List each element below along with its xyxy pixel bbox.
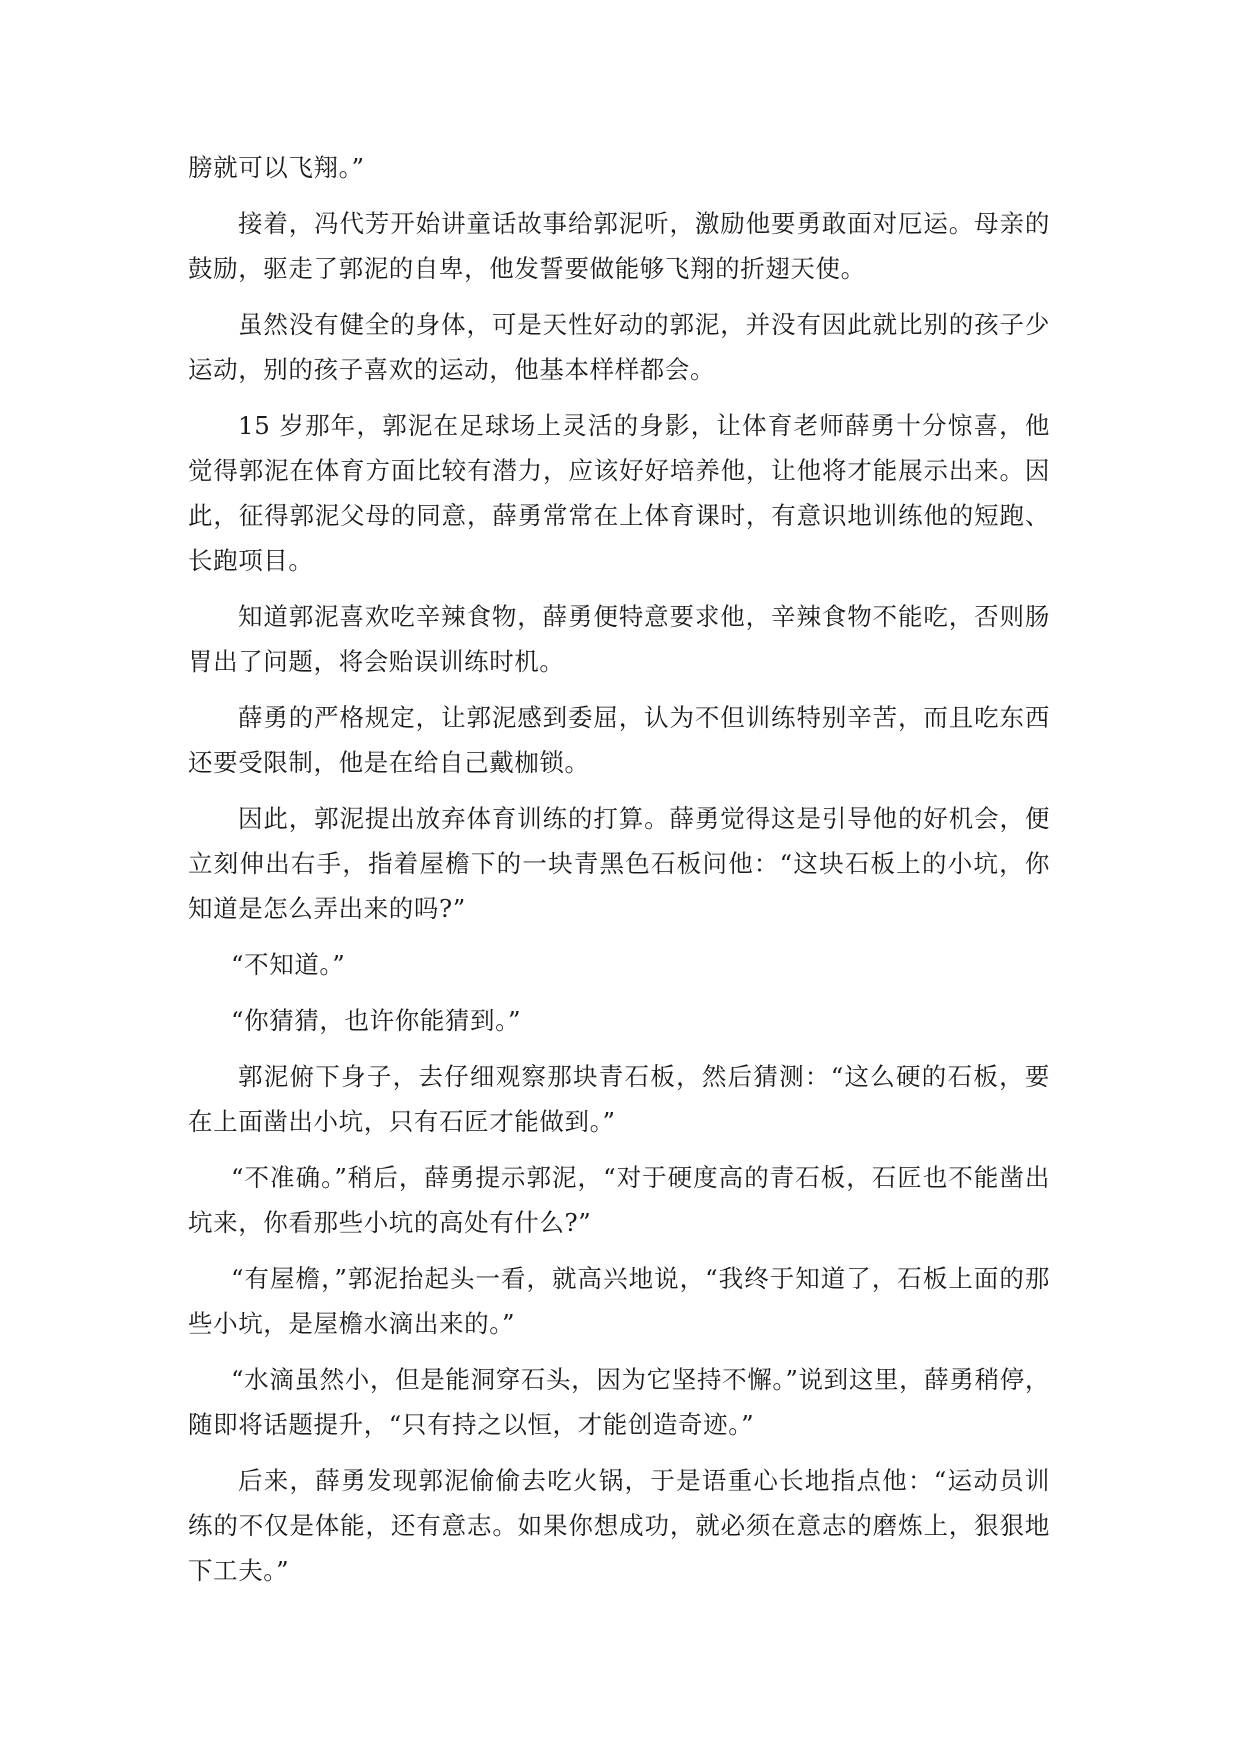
paragraph-11: “不准确。”稍后，薛勇提示郭泥，“对于硬度高的青石板，石匠也不能凿出坑来，你看那些小坑的高处有什么?” bbox=[188, 1163, 1050, 1237]
paragraph-14: 后来，薛勇发现郭泥偷偷去吃火锅，于是语重心长地指点他：“运动员训练的不仅是体能，还有意志。如果你想成功，就必须在意志的磨炼上，狠狠地下工夫。” bbox=[188, 1466, 1050, 1585]
paragraph-7: 因此，郭泥提出放弃体育训练的打算。薛勇觉得这是引导他的好机会，便立刻伸出右手，指着屋檐下的一块青黑色石板问他：“这块石板上的小坑，你知道是怎么弄出来的吗?” bbox=[188, 804, 1050, 923]
document-page bbox=[188, 145, 1050, 1604]
paragraph-3: 虽然没有健全的身体，可是天性好动的郭泥，并没有因此就比别的孩子少运动，别的孩子喜欢的运动，他基本样样都会。 bbox=[188, 310, 1050, 384]
paragraph-6: 薛勇的严格规定，让郭泥感到委屈，认为不但训练特别辛苦，而且吃东西还要受限制，他是在给自己戴枷锁。 bbox=[188, 703, 1050, 777]
paragraph-10: 郭泥俯下身子，去仔细观察那块青石板，然后猜测：“这么硬的石板，要在上面凿出小坑，只有石匠才能做到。” bbox=[188, 1062, 1050, 1136]
paragraph-5: 知道郭泥喜欢吃辛辣食物，薛勇便特意要求他，辛辣食物不能吃，否则肠胃出了问题，将会贻误训练时机。 bbox=[188, 602, 1050, 676]
paragraph-2: 接着，冯代芳开始讲童话故事给郭泥听，激励他要勇敢面对厄运。母亲的鼓励，驱走了郭泥的自卑，他发誓要做能够飞翔的折翅天使。 bbox=[188, 209, 1050, 283]
paragraph-4: 15 岁那年，郭泥在足球场上灵活的身影，让体育老师薛勇十分惊喜，他觉得郭泥在体育方面比较有潜力，应该好好培养他，让他将才能展示出来。因此，征得郭泥父母的同意，薛勇常常在上体育课时，有意识地训练他的短跑、长跑项目。 bbox=[188, 411, 1050, 575]
paragraph-12: “有屋檐，”郭泥抬起头一看，就高兴地说，“我终于知道了，石板上面的那些小坑，是屋檐水滴出来的。” bbox=[188, 1264, 1050, 1338]
paragraph-8: “不知道。” bbox=[231, 950, 346, 979]
paragraph-1: 膀就可以飞翔。” bbox=[188, 153, 365, 182]
paragraph-9: “你猜猜，也许你能猜到。” bbox=[231, 1006, 522, 1035]
paragraph-13: “水滴虽然小，但是能洞穿石头，因为它坚持不懈。”说到这里，薛勇稍停，随即将话题提升，“只有持之以恒，才能创造奇迹。” bbox=[188, 1365, 1050, 1439]
